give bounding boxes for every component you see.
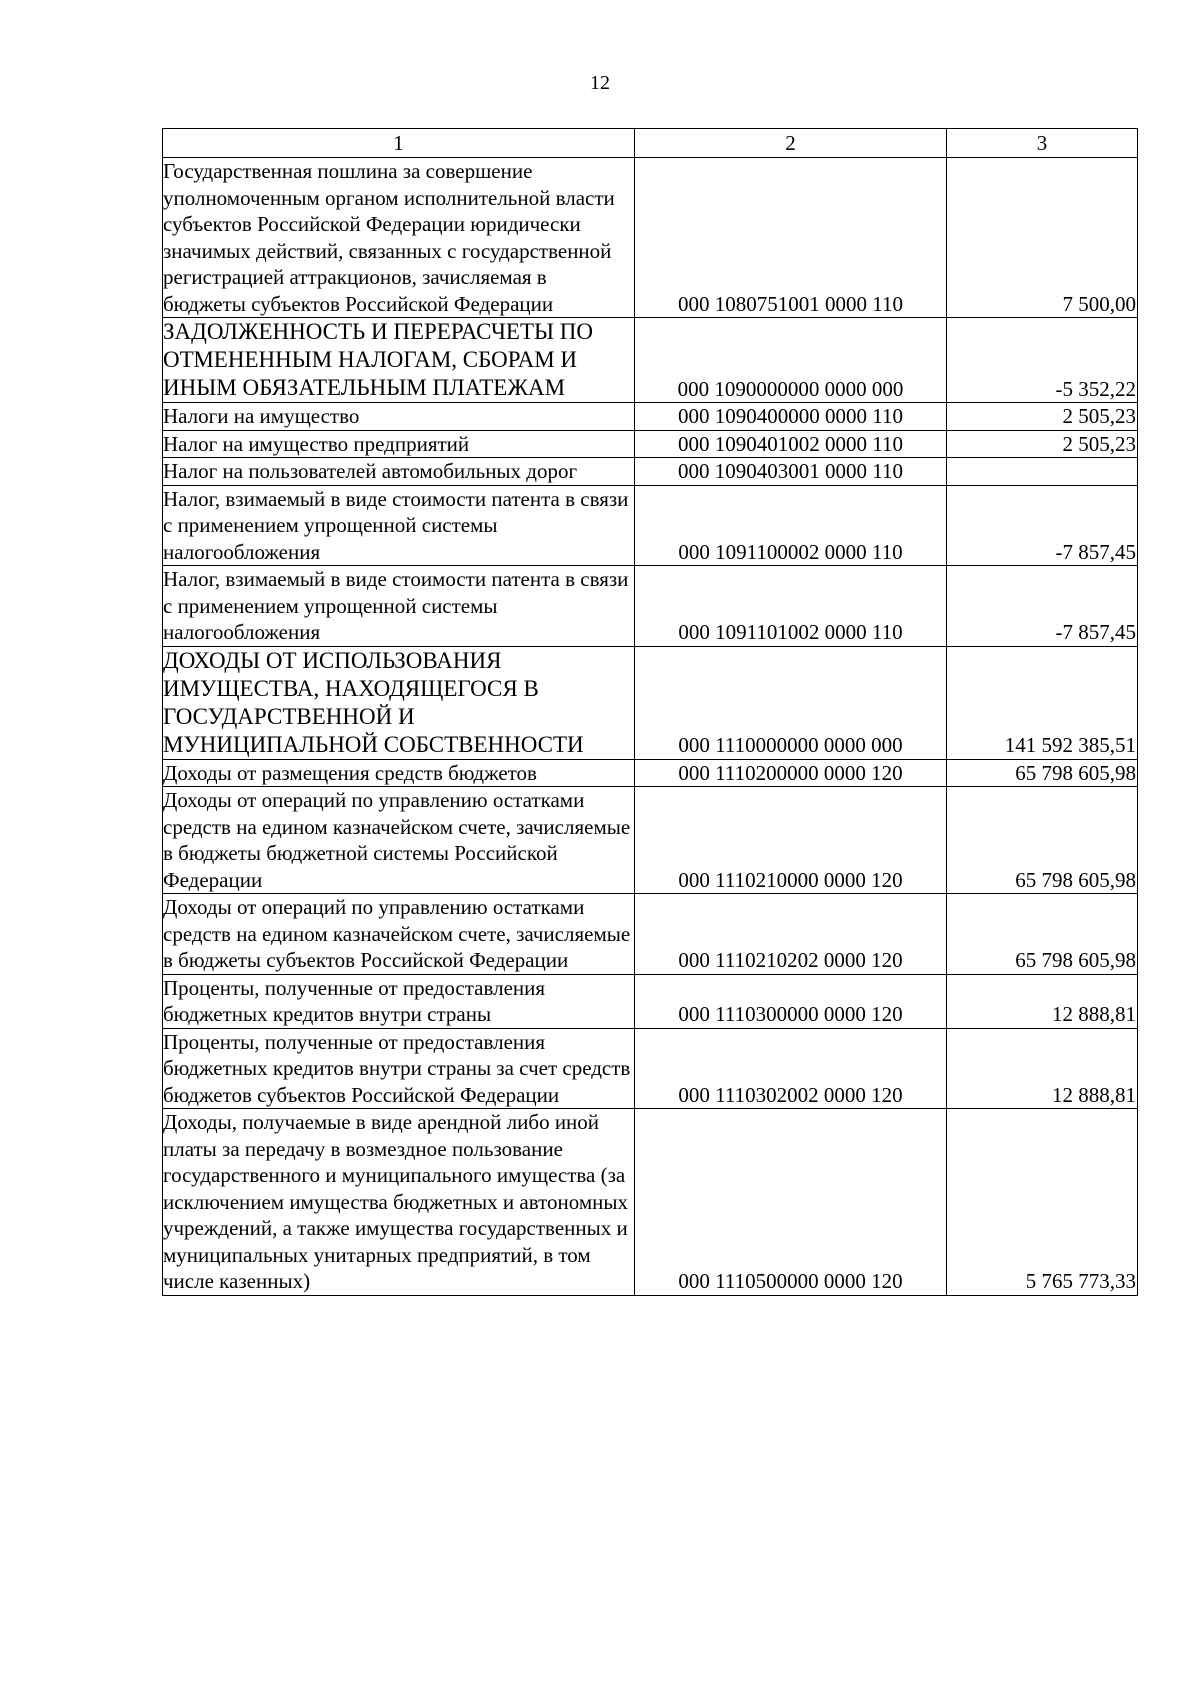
row-amount: -5 352,22 xyxy=(947,318,1138,403)
row-amount: 12 888,81 xyxy=(947,1028,1138,1109)
row-amount: 65 798 605,98 xyxy=(947,894,1138,975)
table-row xyxy=(163,787,1138,894)
row-name: Доходы от операций по управлению остатками средств на едином казначейском счете, зачисляемые в бюджеты субъектов Российской Федерации xyxy=(163,894,635,975)
row-amount: 5 765 773,33 xyxy=(947,1109,1138,1296)
row-code: 000 1080751001 0000 110 xyxy=(635,158,947,318)
row-amount: -7 857,45 xyxy=(947,485,1138,566)
row-code: 000 1090400000 0000 110 xyxy=(635,403,947,431)
row-name: Проценты, полученные от предоставления бюджетных кредитов внутри страны за счет средств бюджетов субъектов Российской Федерации xyxy=(163,1028,635,1109)
row-amount: 7 500,00 xyxy=(947,158,1138,318)
table-row xyxy=(163,1028,1138,1109)
table-row xyxy=(163,759,1138,787)
table-body xyxy=(163,158,1138,1296)
row-amount: -7 857,45 xyxy=(947,566,1138,647)
table-row xyxy=(163,458,1138,486)
row-code: 000 1091100002 0000 110 xyxy=(635,485,947,566)
table-row xyxy=(163,1109,1138,1296)
row-name: Проценты, полученные от предоставления бюджетных кредитов внутри страны xyxy=(163,974,635,1028)
table-header-row xyxy=(163,129,1138,158)
row-code: 000 1090401002 0000 110 xyxy=(635,430,947,458)
row-amount: 65 798 605,98 xyxy=(947,787,1138,894)
row-name: Налог, взимаемый в виде стоимости патента в связи с применением упрощенной системы налогообложения xyxy=(163,485,635,566)
row-name: Налог на пользователей автомобильных дорог xyxy=(163,458,635,486)
row-amount: 12 888,81 xyxy=(947,974,1138,1028)
column-header-3: 3 xyxy=(947,129,1138,158)
row-code: 000 1110200000 0000 120 xyxy=(635,759,947,787)
table-row xyxy=(163,158,1138,318)
row-amount: 65 798 605,98 xyxy=(947,759,1138,787)
row-code: 000 1091101002 0000 110 xyxy=(635,566,947,647)
column-header-1: 1 xyxy=(163,129,635,158)
table-row xyxy=(163,403,1138,431)
page-number: 12 xyxy=(590,72,610,94)
row-name: ДОХОДЫ ОТ ИСПОЛЬЗОВАНИЯ ИМУЩЕСТВА, НАХОДЯЩЕГОСЯ В ГОСУДАРСТВЕННОЙ И МУНИЦИПАЛЬНОЙ СОБСТВЕННОСТИ xyxy=(163,646,635,759)
column-header-2: 2 xyxy=(635,129,947,158)
table-row xyxy=(163,318,1138,403)
budget-revenue-table xyxy=(162,128,1138,1296)
table-row xyxy=(163,894,1138,975)
row-amount xyxy=(947,458,1138,486)
row-code: 000 1110210000 0000 120 xyxy=(635,787,947,894)
row-amount: 141 592 385,51 xyxy=(947,646,1138,759)
table-row xyxy=(163,974,1138,1028)
row-code: 000 1090403001 0000 110 xyxy=(635,458,947,486)
row-name: Доходы от размещения средств бюджетов xyxy=(163,759,635,787)
row-code: 000 1110302002 0000 120 xyxy=(635,1028,947,1109)
row-name: ЗАДОЛЖЕННОСТЬ И ПЕРЕРАСЧЕТЫ ПО ОТМЕНЕННЫМ НАЛОГАМ, СБОРАМ И ИНЫМ ОБЯЗАТЕЛЬНЫМ ПЛАТЕЖАМ xyxy=(163,318,635,403)
table-row xyxy=(163,646,1138,759)
row-amount: 2 505,23 xyxy=(947,403,1138,431)
row-name: Доходы, получаемые в виде арендной либо иной платы за передачу в возмездное пользование государственного и муниципального имущества (за исключением имущества бюджетных и автономных учреждений, а также имущества государственных и муниципальных унитарных предприятий, в том числе казенных) xyxy=(163,1109,635,1296)
row-code: 000 1090000000 0000 000 xyxy=(635,318,947,403)
row-name: Налог, взимаемый в виде стоимости патента в связи с применением упрощенной системы налогообложения xyxy=(163,566,635,647)
row-name: Налог на имущество предприятий xyxy=(163,430,635,458)
row-name: Налоги на имущество xyxy=(163,403,635,431)
row-code: 000 1110000000 0000 000 xyxy=(635,646,947,759)
row-amount: 2 505,23 xyxy=(947,430,1138,458)
row-code: 000 1110300000 0000 120 xyxy=(635,974,947,1028)
row-name: Государственная пошлина за совершение уполномоченным органом исполнительной власти субъектов Российской Федерации юридически значимых действий, связанных с государственной регистрацией аттракционов, зачисляемая в бюджеты субъектов Российской Федерации xyxy=(163,158,635,318)
table-row xyxy=(163,430,1138,458)
table-row xyxy=(163,485,1138,566)
row-code: 000 1110210202 0000 120 xyxy=(635,894,947,975)
row-name: Доходы от операций по управлению остатками средств на едином казначейском счете, зачисляемые в бюджеты бюджетной системы Российской Федерации xyxy=(163,787,635,894)
row-code: 000 1110500000 0000 120 xyxy=(635,1109,947,1296)
table-row xyxy=(163,566,1138,647)
